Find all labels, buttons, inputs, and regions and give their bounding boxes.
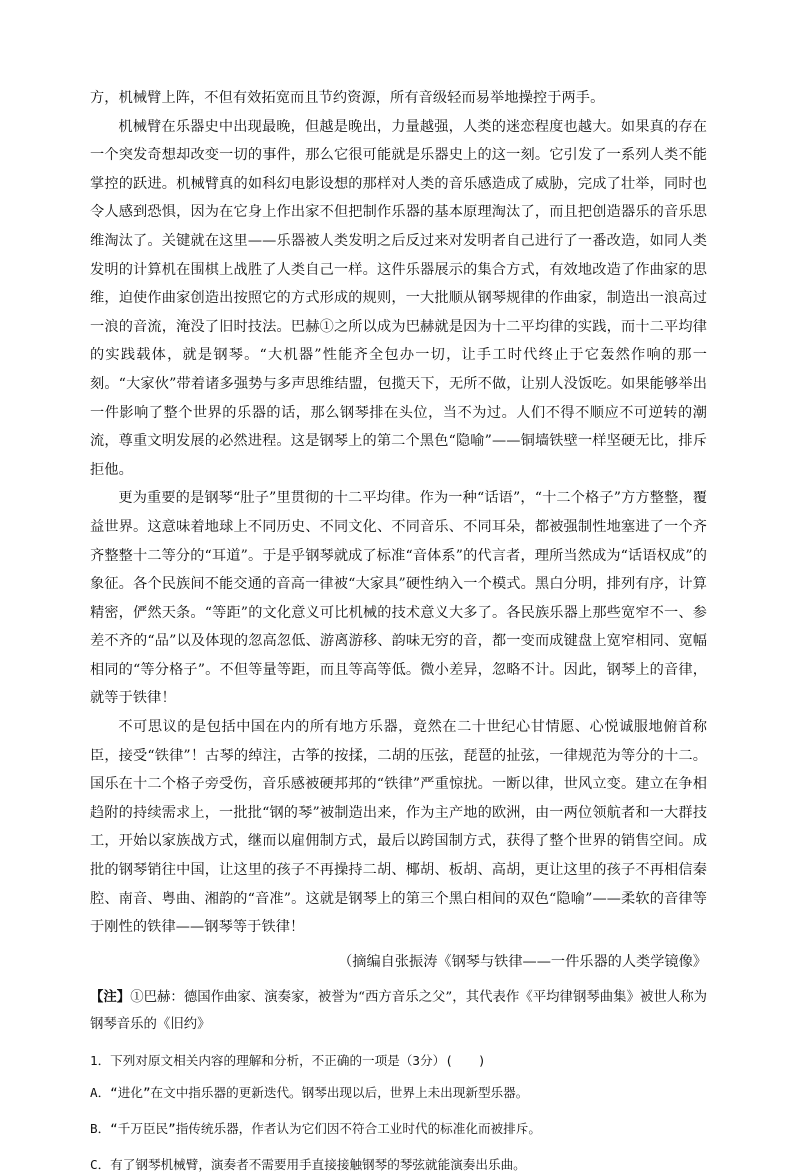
footnote: [90, 984, 707, 1038]
question-stem: 1．下列对原文相关内容的理解和分析，不正确的一项是（3分）( ): [90, 1053, 486, 1069]
paragraph-4: 不可思议的是包括中国在内的所有地方乐器，竟然在二十世纪心甘情愿、心悦诚服地俯首称臣，接受“铁律”！古琴的绰注，古筝的按揉，二胡的压弦，琵琶的扯弦，一律规范为等分的十二。国乐在十二个格子旁受伤，音乐感被硬邦邦的“铁律”严重惊扰。一断以律，世风立变。建立在争相趋附的持续需求上，一批批“钢的琴”被制造出来，作为主产地的欧洲，由一两位领航者和一大群技工，开始以家族战方式，继而以雇佣制方式，最后以跨国制方式，获得了整个世界的销售空间。成批的钢琴销往中国，让这里的孩子不再操持二胡、椰胡、板胡、高胡，更让这里的孩子不再相信秦腔、南音、粤曲、湘韵的“音准”。这就是钢琴上的第三个黑白相间的双色“隐喻”——柔软的音律等于刚性的铁律——钢琴等于铁律！: [90, 719, 707, 936]
paragraph-2: 机械臂在乐器史中出现最晚，但越是晚出，力量越强，人类的迷恋程度也越大。如果真的存在一个突发奇想却改变一切的事件，那么它很可能就是乐器史上的这一刻。它引发了一系列人类不能掌控的跃进。机械臂真的如科幻电影设想的那样对人类的音乐感造成了威胁，完成了壮举，同时也令人感到恐惧，因为在它身上作出家不但把制作乐器的基本原理淘汰了，而且把创造器乐的音乐思维淘汰了。关键就在这里——乐器被人类发明之后反过来对发明者自己进行了一番改造，如同人类发明的计算机在围棋上战胜了人类自己一样。这件乐器展示的集合方式，有效地改造了作曲家的思维，迫使作曲家创造出按照它的方式形成的规则，一大批顺从钢琴规律的作曲家，制造出一浪高过一浪的音流，淹没了旧时技法。巴赫①之所以成为巴赫就是因为十二平均律的实践，而十二平均律的实践载体，就是钢琴。“大机器”性能齐全包办一切，让手工时代终止于它轰然作响的那一刻。“大家伙”带着诸多强势与多声思维结盟，包揽天下，无所不做，让别人没饭吃。如果能够举出一件影响了整个世界的乐器的话，那么钢琴排在头位，当不为过。人们不得不顺应不可逆转的潮流，尊重文明发展的必然进程。这是钢琴上的第二个黑色“隐喻”——铜墙铁壁一样坚硬无比，排斥拒他。: [90, 118, 707, 478]
paragraph-3: 更为重要的是钢琴“肚子”里贯彻的十二平均律。作为一种“话语”，“十二个格子”方方整整，覆益世界。这意味着地球上不同历史、不同文化、不同音乐、不同耳朵，都被强制性地塞进了一个齐齐整整十二等分的“耳道”。于是乎钢琴就成了标准“音体系”的代言者，理所当然成为“话语权成”的象征。各个民族间不能交通的音高一律被“大家具”硬性纳入一个模式。黑白分明，排列有序，计算精密，俨然天条。“等距”的文化意义可比机械的技术意义大多了。各民族乐器上那些宽窄不一、参差不齐的“品”以及体现的忽高忽低、游离游移、韵味无穷的音，都一变而成键盘上宽窄相同、宽幅相同的“等分格子”。不但等量等距，而且等高等低。微小差异，忽略不计。因此，钢琴上的音律，就等于铁律！: [90, 490, 707, 707]
option-c: C．有了钢琴机械臂，演奏者不需要用手直接接触钢琴的琴弦就能演奏出乐曲。: [90, 1157, 526, 1173]
article-source: （摘编自张振涛《钢琴与铁律——一件乐器的人类学镜像》: [338, 953, 707, 970]
paragraph-1: 方，机械臂上阵，不但有效拓宽而且节约资源，所有音级轻而易举地操控于两手。: [90, 90, 605, 106]
footnote-text: ①巴赫：德国作曲家、演奏家，被誉为“西方音乐之父”，其代表作《平均律钢琴曲集》被世人称为钢琴音乐的《旧约》: [90, 990, 707, 1033]
option-a: A．“进化”在文中指乐器的更新迭代。钢琴出现以后，世界上未出现新型乐器。: [90, 1085, 529, 1101]
option-b: B．“千万臣民”指传统乐器，作者认为它们因不符合工业时代的标准化而被排斥。: [90, 1121, 541, 1137]
footnote-label: 【注】: [90, 989, 131, 1006]
